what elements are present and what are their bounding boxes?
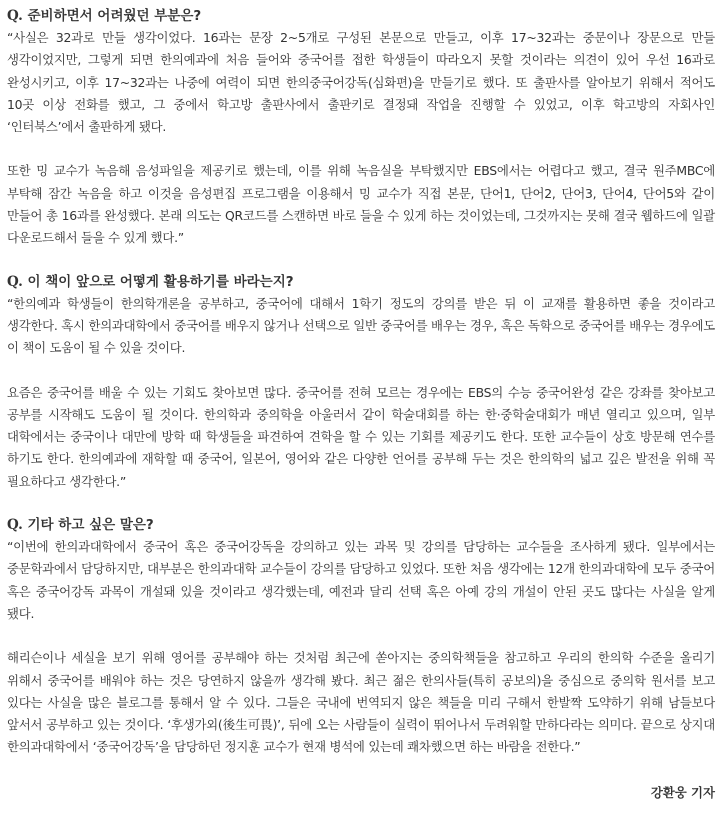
question-heading [7,6,715,26]
answer-paragraph: 요즘은 중국어를 배울 수 있는 기회도 찾아보면 많다. 중국어를 전혀 모르는 경우에는 EBS의 수능 중국어완성 같은 강좌를 찾아보고 공부를 시작해도 도움이 될 것이다. 한의학과 중의학을 아울러서 같이 학술대회를 하는 한·중학술대회가 매년 열리고 있으며, 일부 대학에서는 중국이나 대만에 방학 때 학생들을 파견하여 견학을 할 수 있는 기회를 제공키도 한다. 또한 교수들이 상호 방문해 연수를 하기도 한다. 한의예과에 재학할 때 중국어, 일본어, 영어와 같은 다양한 언어를 공부해 두는 것은 한의학의 넓고 깊은 발전을 위해 꼭 필요하다고 생각한다.” [7,384,715,489]
question-heading [7,272,715,292]
question-prefix: Q. [7,8,23,24]
question-text: 기타 하고 싶은 말은? [27,517,154,534]
question-text: 이 책이 앞으로 어떻게 활용하기를 바라는지? [27,273,294,290]
question-heading [7,515,715,535]
answer-paragraph: “한의예과 학생들이 한의학개론을 공부하고, 중국어에 대해서 1학기 정도의 강의를 받은 뒤 이 교재를 활용하면 좋을 것이라고 생각한다. 혹시 한의과대학에서 중국어를 배우지 않거나 선택으로 일반 중국어를 배우는 경우, 혹은 독학으로 중국어를 배우는 경우에도 이 책이 도움이 될 수 있을 것이다. [7,295,715,356]
byline: 강환웅 기자 [650,784,715,800]
question-text: 준비하면서 어려웠던 부분은? [27,8,202,24]
answer-paragraph: 또한 밍 교수가 녹음해 음성파일을 제공키로 했는데, 이를 위해 녹음실을 부탁했지만 EBS에서는 어렵다고 했고, 결국 원주MBC에 부탁해 잠간 녹음을 하고 이것을 음성편집 프로그램을 이용해서 밍 교수가 직접 본문, 단어1, 단어2, 단어3, 단어4, 단어5와 같이 만들어 총 16과를 완성했다. 본래 의도는 QR코드를 스캔하면 바로 들을 수 있게 하는 것이었는데, 그것까지는 못해 결국 웹하드에 일괄 다운로드해서 들을 수 있게 했다.” [7,163,715,246]
answer-paragraph: “이번에 한의과대학에서 중국어 혹은 중국어강독을 강의하고 있는 과목 및 강의를 담당하는 교수들을 조사하게 됐다. 일부에서는 중문학과에서 담당하지만, 대부분은 한의과대학 교수들이 강의를 담당하고 있었다. 또한 처음 생각에는 12개 한의과대학에 모두 중국어 혹은 중국어강독 과목이 개설돼 있을 것이라고 생각했는데, 예전과 달리 선택 혹은 아예 강의 개설이 안된 곳도 많다는 사실을 알게 됐다. [7,539,715,621]
question-prefix: Q. [7,517,23,534]
answer-paragraph: 해리슨이나 세실을 보기 위해 영어를 공부해야 하는 것처럼 최근에 쏟아지는 중의학책들을 참고하고 우리의 한의학 수준을 올리기 위해서 중국어를 배워야 하는 것은 당연하지 않을까 생각해 봤다. 최근 젊은 한의사들(특히 공보의)을 중심으로 중의학 원서를 보고 있다는 사실을 많은 블로그를 통해서 알 수 있다. 그들은 국내에 번역되지 않은 책들을 미리 구해서 한발짝 도약하기 위해 남들보다 앞서서 공부하고 있는 것이다. ‘후생가외(後生可畏)’, 뒤에 오는 사람들이 실력이 뛰어나서 두려워할 만하다라는 의미다. 끝으로 상지대 한의과대학에서 ‘중국어강독’을 담당하던 정지훈 교수가 현재 병석에 있는데 쾌차했으면 하는 바람을 전한다.” [7,650,715,755]
answer-paragraph: “사실은 32과로 만들 생각이었다. 16과는 문장 2~5개로 구성된 본문으로 만들고, 이후 17~32과는 중문이나 장문으로 만들 생각이었지만, 그렇게 되면 한의예과에 처음 들어와 중국어를 접한 학생들이 따라오지 못할 것이라는 의견이 있어 우선 16과로 완성시키고, 이후 17~32과는 나중에 여력이 되면 한의중국어강독(심화편)을 만들기로 했다. 또 출판사를 알아보기 위해서 적어도 10곳 이상 전화를 했고, 그 중에서 학고방 출판사에서 출판키로 결정돼 작업을 진행할 수 있었고, 이후 학고방의 자회사인 ‘인터북스’에서 출판하게 됐다. [7,30,715,135]
question-prefix: Q. [7,273,23,290]
